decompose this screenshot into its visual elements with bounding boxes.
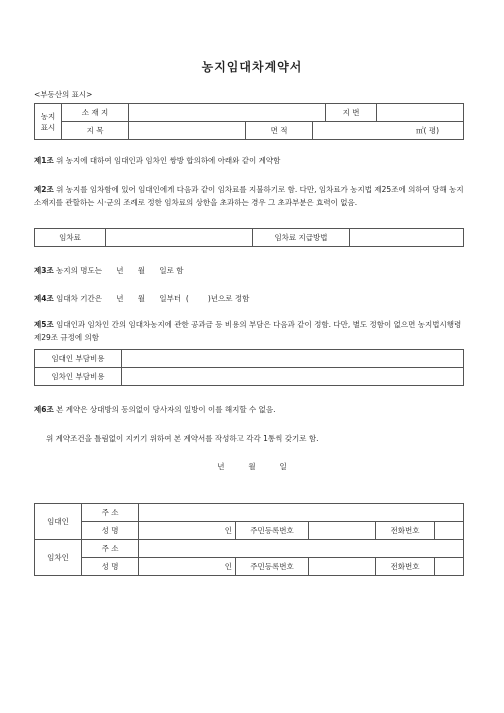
area-label: 면 적 xyxy=(246,122,313,140)
lessee-name-label: 성 명 xyxy=(82,558,139,576)
property-section-label: <부동산의 표시> xyxy=(34,90,93,99)
lessee-address-value[interactable] xyxy=(139,540,464,558)
rent-label: 임차료 xyxy=(35,229,106,247)
article-6-head: 제6조 xyxy=(34,405,54,414)
article-1-head: 제1조 xyxy=(34,156,54,165)
lot-value[interactable] xyxy=(377,104,464,122)
article-1-text: 위 농지에 대하여 임대인과 임차인 쌍방 합의하에 아래와 같이 계약함 xyxy=(53,156,281,165)
lessor-address-value[interactable] xyxy=(139,504,464,522)
lessor-phone-value[interactable] xyxy=(435,522,464,540)
article-3-text: 농지의 명도는 년 월 일로 함 xyxy=(53,266,184,275)
article-2-head: 제2조 xyxy=(34,185,54,194)
lessor-cost-label: 임대인 부담비용 xyxy=(35,350,122,368)
lessor-phone-label: 전화번호 xyxy=(376,522,435,540)
rent-method-label: 임차료 지급방법 xyxy=(253,229,350,247)
lessor-name-label: 성 명 xyxy=(82,522,139,540)
article-5-head: 제5조 xyxy=(34,320,54,329)
article-4 xyxy=(34,292,470,305)
location-label: 소 재 지 xyxy=(62,104,129,122)
lessee-id-label: 주민등록번호 xyxy=(236,558,309,576)
article-4-head: 제4조 xyxy=(34,294,54,303)
lessee-phone-value[interactable] xyxy=(435,558,464,576)
article-2-text: 위 농지를 임차함에 있어 임대인에게 다음과 같이 임차료를 지불하기로 함. 다만, 임차료가 농지법 제25조에 의하여 당해 농지소재지를 관할하는 시·군의 조례로 정한 임차료의 상한을 초과하는 경우 그 초과부분은 효력이 없음. xyxy=(34,185,464,207)
location-value[interactable] xyxy=(129,104,326,122)
property-group-label: 농지 표시 xyxy=(35,104,62,140)
cost-table xyxy=(34,349,464,386)
lessor-address-label: 주 소 xyxy=(82,504,139,522)
category-value[interactable] xyxy=(129,122,246,140)
parties-table xyxy=(34,503,464,576)
article-3-head: 제3조 xyxy=(34,266,54,275)
article-4-text: 임대차 기간은 년 월 일부터 ( )년으로 정함 xyxy=(53,294,250,303)
article-2 xyxy=(34,183,470,209)
article-6 xyxy=(34,403,470,416)
lessee-seal: 인 xyxy=(139,558,236,576)
category-label: 지 목 xyxy=(62,122,129,140)
document-title: 농지임대차계약서 xyxy=(201,60,303,74)
closing-text: 위 계약조건을 틀림없이 지키기 위하여 본 계약서를 작성하고 각각 1통씩 갖기로 함. xyxy=(46,434,319,443)
rent-method-value[interactable] xyxy=(350,229,464,247)
lessee-label: 임차인 xyxy=(35,540,82,576)
lessee-phone-label: 전화번호 xyxy=(376,558,435,576)
article-3 xyxy=(34,264,470,277)
lessor-cost-value[interactable] xyxy=(122,350,464,368)
lessee-id-value[interactable] xyxy=(309,558,376,576)
date-line: 년 월 일 xyxy=(217,462,287,471)
property-table xyxy=(34,103,464,140)
article-1 xyxy=(34,154,470,167)
article-5 xyxy=(34,318,470,344)
lessor-id-label: 주민등록번호 xyxy=(236,522,309,540)
lessee-address-label: 주 소 xyxy=(82,540,139,558)
area-value[interactable]: ㎡( 평) xyxy=(313,122,464,140)
lessee-cost-label: 임차인 부담비용 xyxy=(35,368,122,386)
lessee-cost-value[interactable] xyxy=(122,368,464,386)
rent-table xyxy=(34,228,464,247)
lessor-id-value[interactable] xyxy=(309,522,376,540)
article-5-text: 임대인과 임차인 간의 임대차농지에 관한 공과금 등 비용의 부담은 다음과 같이 정함. 다만, 별도 정함이 없으면 농지법시행령 제29조 규정에 의함 xyxy=(34,320,462,342)
lessor-label: 임대인 xyxy=(35,504,82,540)
lessor-seal: 인 xyxy=(139,522,236,540)
lot-label: 지 번 xyxy=(326,104,377,122)
article-6-text: 본 계약은 상대방의 동의없이 당사자의 일방이 이를 해지할 수 없음. xyxy=(53,405,276,414)
rent-value[interactable] xyxy=(106,229,253,247)
